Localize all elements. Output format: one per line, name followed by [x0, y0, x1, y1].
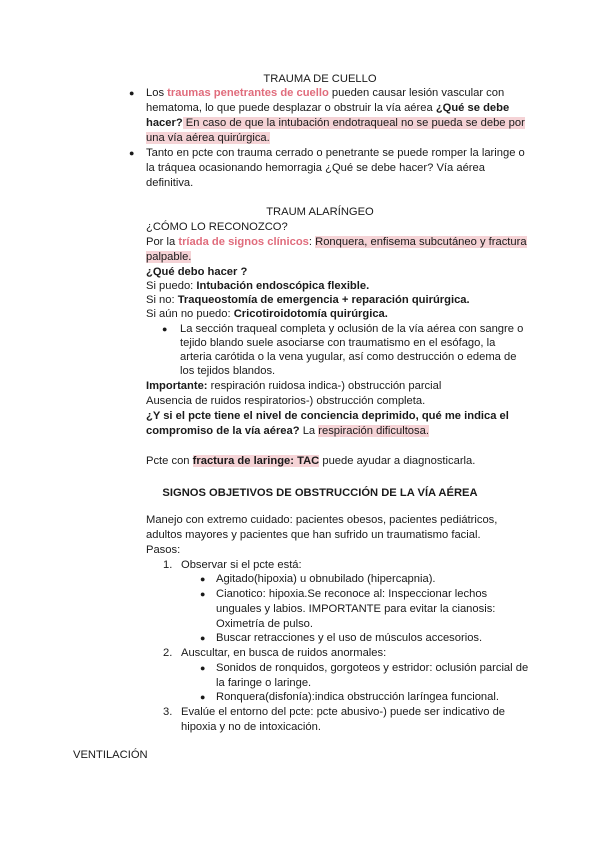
step-number: 3. [163, 706, 173, 718]
bullet-icon: ● [200, 633, 206, 643]
bullet1-line4: una vía aérea quirúrgica. [146, 132, 270, 144]
tac-note: Pcte con fractura de laringe: TAC puede ayudar a diagnosticarla. [146, 455, 476, 467]
step3-text-line2: hipoxia y no de intoxicación. [181, 721, 321, 733]
manejo-line2: adultos mayores y pacientes que han sufrido un traumatismo facial. [146, 529, 481, 541]
step2-item: Sonidos de ronquidos, gorgoteos y estridor: oclusión parcial de [216, 662, 529, 674]
step1-item: Agitado(hipoxia) u obnubilado (hipercapnia). [216, 573, 436, 585]
bullet1-line3: hacer? En caso de que la intubación endotraqueal no se pueda se debe por [146, 117, 525, 129]
question-que-hacer: ¿Qué debo hacer ? [146, 266, 248, 278]
sub-bullet-line4: los tejidos blandos. [180, 365, 276, 377]
step2-item-cont: la faringe o laringe. [216, 677, 312, 689]
bullet-icon: ● [200, 663, 206, 673]
step3-text-line1: Evalúe el entorno del pcte: pcte abusivo-) puede ser indicativo de [181, 706, 506, 718]
bullet-icon: ● [200, 589, 206, 599]
bullet-icon: ● [200, 574, 206, 584]
step1-item-cont: unguales y labios. IMPORTANTE para evitar la cianosis: [216, 603, 496, 615]
step2-text: Auscultar, en busca de ruidos anormales: [181, 647, 387, 659]
option-si-puedo: Si puedo: Intubación endoscópica flexible. [146, 280, 370, 292]
option-si-aun-no: Si aún no puedo: Cricotiroidotomía quirúrgica. [146, 308, 388, 320]
step1-item: Buscar retracciones y el uso de músculos accesorios. [216, 632, 483, 644]
triad-line1: Por la tríada de signos clínicos: Ronquera, enfisema subcutáneo y fractura [146, 236, 527, 248]
bullet-icon: ● [129, 88, 135, 98]
bullet-icon: ● [129, 148, 135, 158]
bullet2-line1: Tanto en pcte con trauma cerrado o penetrante se puede romper la laringe o [146, 147, 525, 159]
step1-item: Cianotico: hipoxia.Se reconoce al: Inspeccionar lechos [216, 588, 488, 600]
step1-item-cont: Oximetría de pulso. [216, 618, 314, 630]
question-conciencia-line1: ¿Y si el pcte tiene el nivel de conciencia deprimido, qué me indica el [146, 410, 509, 422]
bullet-icon: ● [200, 692, 206, 702]
question-conciencia-line2: compromiso de la vía aérea? La respiración dificultosa. [146, 425, 429, 437]
sub-bullet-line1: La sección traqueal completa y oclusión de la vía aérea con sangre o [180, 323, 524, 335]
step1-text: Observar si el pcte está: [181, 559, 302, 571]
question-reconozco: ¿CÓMO LO RECONOZCO? [146, 221, 288, 233]
bullet1-line1: Los traumas penetrantes de cuello pueden causar lesión vascular con [146, 87, 505, 99]
section-title-signos-obstruccion: SIGNOS OBJETIVOS DE OBSTRUCCIÓN DE LA VÍA AÉREA [162, 487, 478, 499]
step2-item: Ronquera(disfonía):indica obstrucción laríngea funcional. [216, 691, 499, 703]
step-number: 1. [163, 559, 173, 571]
option-si-no: Si no: Traqueostomía de emergencia + reparación quirúrgica. [146, 294, 470, 306]
step-number: 2. [163, 647, 173, 659]
bullet2-line2: la tráquea ocasionando hemorragia ¿Qué se debe hacer? Vía aérea [146, 162, 485, 174]
page-title: TRAUMA DE CUELLO [263, 73, 377, 85]
absence-note: Ausencia de ruidos respiratorios-) obstrucción completa. [146, 395, 426, 407]
sub-bullet-line2: tejido blando suele asociarse con traumatismo en el esófago, la [180, 337, 496, 349]
important-note: Importante: respiración ruidosa indica-) obstrucción parcial [146, 380, 442, 392]
bullet1-line2: hematoma, lo que puede desplazar o obstruir la vía aérea ¿Qué se debe [146, 102, 510, 114]
section-title-trauma-laringeo: TRAUM ALARÍNGEO [266, 206, 374, 218]
steps-label: Pasos: [146, 544, 181, 556]
footer-heading-ventilacion: VENTILACIÓN [73, 749, 148, 761]
bullet-icon: ● [162, 324, 168, 334]
sub-bullet-line3: arteria carótida o la vena yugular, así como destrucción o edema de [180, 351, 517, 363]
manejo-line1: Manejo con extremo cuidado: pacientes obesos, pacientes pediátricos, [146, 514, 498, 526]
triad-line2: palpable. [146, 251, 192, 263]
bullet2-line3: definitiva. [146, 177, 194, 189]
